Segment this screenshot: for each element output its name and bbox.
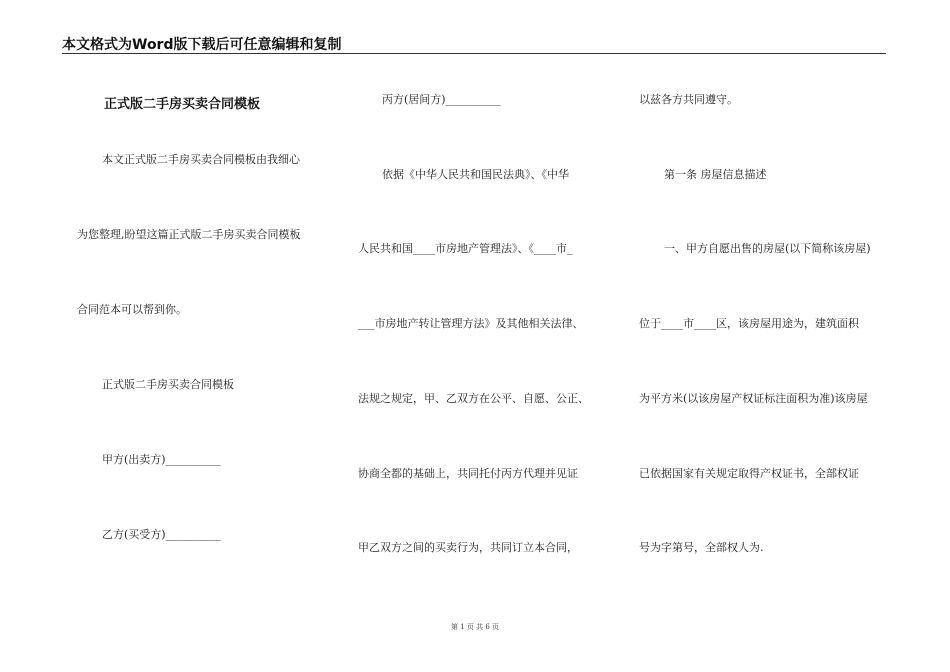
col1-line-1: 本文正式版二手房买卖合同模板由我细心 <box>102 153 300 166</box>
col2-line-7: 甲乙双方之间的买卖行为，共同订立本合同， <box>358 541 578 554</box>
page-number: 第 1 页 共 6 页 <box>450 623 500 631</box>
col3-line-2: 第一条 房屋信息描述 <box>664 168 767 181</box>
col1-line-5: 甲方(出卖方)__________ <box>102 453 221 466</box>
col2-line-5: 法规之规定，甲、乙双方在公平、自愿、公正、 <box>358 392 589 405</box>
document-banner: 本文格式为Word版下载后可任意编辑和复制 <box>62 37 342 53</box>
col3-line-3: 一、甲方自愿出售的房屋(以下简称该房屋) <box>664 242 871 255</box>
col1-line-2: 为您整理,盼望这篇正式版二手房买卖合同模板 <box>77 228 301 241</box>
col3-line-7: 号为字第号，全部权人为. <box>639 541 764 554</box>
col2-line-3: 人民共和国____市房地产管理法》、《____市_ <box>358 242 573 255</box>
col3-line-5: 为平方米(以该房屋产权证标注面积为准)该房屋 <box>639 392 868 405</box>
col2-line-6: 协商全都的基础上，共同托付丙方代理并见证 <box>358 467 578 480</box>
col2-line-2: 依据《中华人民共和国民法典》、《中华 <box>382 168 569 181</box>
col1-line-3: 合同范本可以帮到你。 <box>77 303 187 316</box>
col3-line-6: 已依据国家有关规定取得产权证书，全部权证 <box>639 467 859 480</box>
col3-line-4: 位于____市____区，该房屋用途为，建筑面积 <box>639 317 859 330</box>
col2-line-4: ___市房地产转让管理方法》及其他相关法律、 <box>358 317 584 330</box>
col2-line-1: 丙方(居间方)__________ <box>382 93 501 106</box>
col1-line-4: 正式版二手房买卖合同模板 <box>102 378 234 391</box>
col1-line-6: 乙方(买受方)__________ <box>102 528 221 541</box>
col3-line-1: 以兹各方共同遵守。 <box>639 93 738 106</box>
header-divider <box>62 53 886 54</box>
document-title: 正式版二手房买卖合同模板 <box>104 97 261 112</box>
